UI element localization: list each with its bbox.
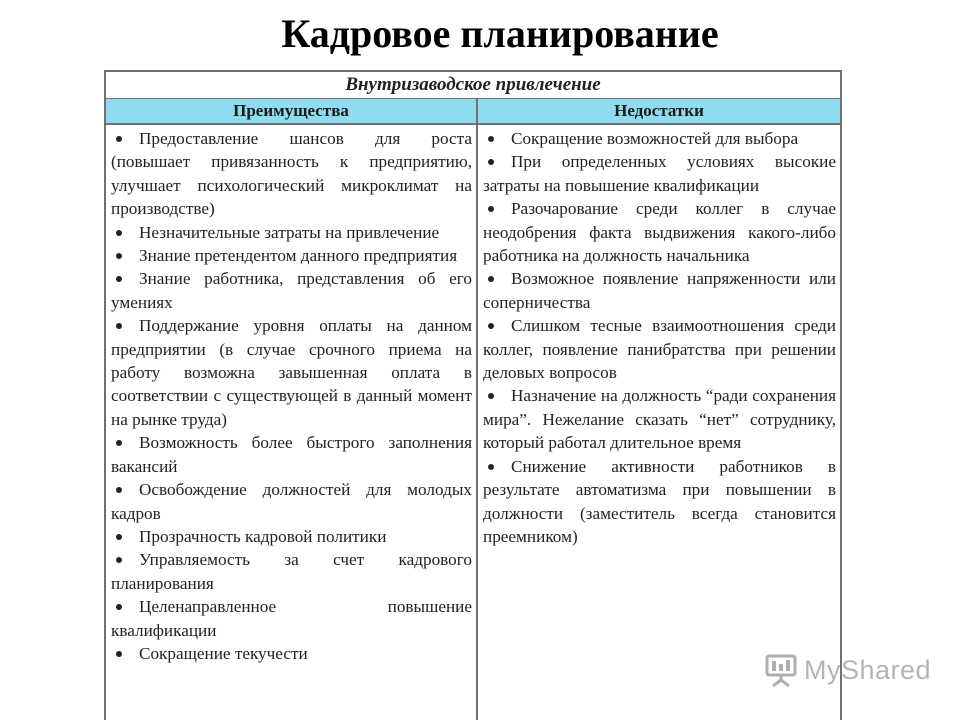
bullet-icon: [116, 534, 122, 540]
disadvantage-item: Сокращение возможностей для выбора: [483, 127, 836, 150]
table-header-row: [106, 99, 840, 125]
disadvantage-item: Разочарование среди коллег в случае неодобрения факта выдвижения какого-либо работника на должность начальника: [483, 199, 836, 266]
advantage-item: Целенаправленное повышение квалификации: [111, 597, 472, 640]
bullet-icon: [116, 136, 122, 142]
advantage-item: Управляемость за счет кадрового планирования: [111, 550, 472, 593]
bullet-icon: [116, 253, 122, 259]
comparison-table: [104, 70, 842, 720]
watermark-text: MyShared: [804, 654, 932, 685]
disadvantage-item: Снижение активности работников в результате автоматизма при повышении в должности (заместитель всегда становится преемником): [483, 456, 836, 546]
advantages-cell: [106, 125, 478, 720]
disadvantage-item: Слишком тесные взаимоотношения среди коллег, появление панибратства при решении деловых вопросов: [483, 316, 836, 383]
disadvantage-item: При определенных условиях высокие затраты на повышение квалификации: [483, 152, 836, 195]
advantage-item: Незначительные затраты на привлечение: [111, 221, 472, 244]
advantage-item: Освобождение должностей для молодых кадров: [111, 480, 472, 523]
presentation-board-icon: [764, 652, 798, 688]
disadvantage-item: Назначение на должность “ради сохранения мира”. Нежелание сказать “нет” сотруднику, который работал длительное время: [483, 386, 836, 453]
advantage-item: Предоставление шансов для роста (повышает привязанность к предприятию, улучшает психологический микроклимат на производстве): [111, 129, 472, 219]
myshared-watermark: [764, 652, 931, 688]
advantage-item: Прозрачность кадровой политики: [111, 525, 472, 548]
bullet-icon: [116, 651, 122, 657]
bullet-icon: [488, 464, 494, 470]
advantage-item: Поддержание уровня оплаты на данном предприятии (в случае срочного приема на работу возможна завышенная оплата в соответствии с существующей в данный момент на рынке труда): [111, 316, 472, 429]
header-disadvantages: Недостатки: [478, 99, 840, 123]
advantage-item: Знание работника, представления об его умениях: [111, 269, 472, 312]
disadvantage-item: Возможное появление напряженности или соперничества: [483, 269, 836, 312]
advantage-item: Знание претендентом данного предприятия: [111, 244, 472, 267]
advantage-item: Возможность более быстрого заполнения вакансий: [111, 433, 472, 476]
bullet-icon: [488, 136, 494, 142]
disadvantages-cell: [478, 125, 840, 720]
table-caption: Внутризаводское привлечение: [106, 72, 840, 99]
header-advantages: Преимущества: [106, 99, 478, 123]
table-body-row: [106, 125, 840, 720]
bullet-icon: [116, 230, 122, 236]
page-title: Кадровое планирование: [281, 11, 719, 56]
advantage-item: Сокращение текучести: [111, 642, 472, 665]
